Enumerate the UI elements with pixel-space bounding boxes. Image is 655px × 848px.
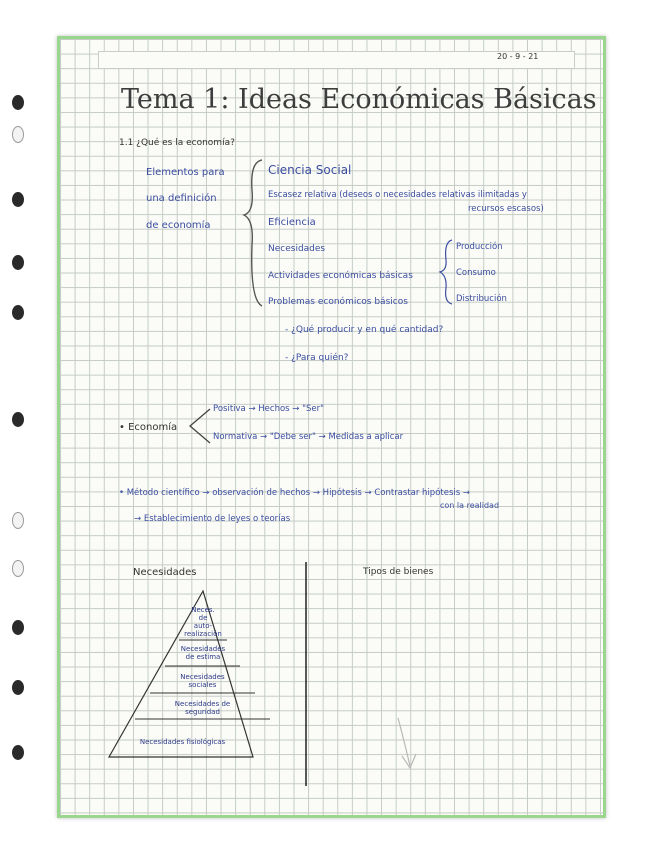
element-item: Escasez relativa (deseos o necesidades relativas ilimitadas y xyxy=(268,190,527,200)
metodo-line: → Establecimiento de leyes o teorías xyxy=(134,514,291,524)
question-item: - ¿Para quién? xyxy=(285,353,349,363)
economia-normativa: Normativa → "Debe ser" → Medidas a aplicar xyxy=(213,432,404,442)
metodo-line: con la realidad xyxy=(440,501,500,510)
pyramid-level-fisiologicas: Necesidades fisiológicas xyxy=(139,738,226,746)
question-item: - ¿Qué producir y en qué cantidad? xyxy=(285,325,444,335)
economia-positiva: Positiva → Hechos → "Ser" xyxy=(213,404,325,414)
element-item: Actividades económicas básicas xyxy=(268,271,413,281)
activity-item: Consumo xyxy=(456,268,496,278)
activity-item: Distribución xyxy=(456,294,507,304)
section-heading: 1.1 ¿Qué es la economía? xyxy=(119,138,235,148)
activity-item: Producción xyxy=(456,242,503,252)
tipos-de-bienes-heading: Tipos de bienes xyxy=(363,567,434,577)
pyramid-level-estima: Necesidades de estima xyxy=(180,645,226,661)
pyramid-level-seguridad: Necesidades de seguridad xyxy=(174,700,231,716)
economia-label: • Economía xyxy=(119,422,178,433)
page-title: Tema 1: Ideas Económicas Básicas xyxy=(121,84,597,115)
pyramid-level-sociales: Necesidades sociales xyxy=(180,673,225,689)
page-date: 20 - 9 - 21 xyxy=(497,52,539,61)
element-item: recursos escasos) xyxy=(468,204,544,214)
pyramid-level-autorrealizacion: Neces. de auto- realización xyxy=(184,606,222,638)
metodo-line: • Método científico → observación de hechos → Hipótesis → Contrastar hipótesis → xyxy=(119,488,471,498)
definition-label-line: Elementos para xyxy=(146,167,225,178)
element-item: Necesidades xyxy=(268,244,326,254)
definition-label-line: una definición xyxy=(146,193,217,204)
economia-brace xyxy=(190,409,210,443)
necesidades-heading: Necesidades xyxy=(133,567,197,578)
element-item: Ciencia Social xyxy=(268,163,352,177)
element-item: Eficiencia xyxy=(268,217,316,228)
activities-brace xyxy=(440,240,452,304)
elements-brace xyxy=(244,160,262,306)
element-item: Problemas económicos básicos xyxy=(268,297,408,307)
definition-label-line: de economía xyxy=(146,220,211,231)
